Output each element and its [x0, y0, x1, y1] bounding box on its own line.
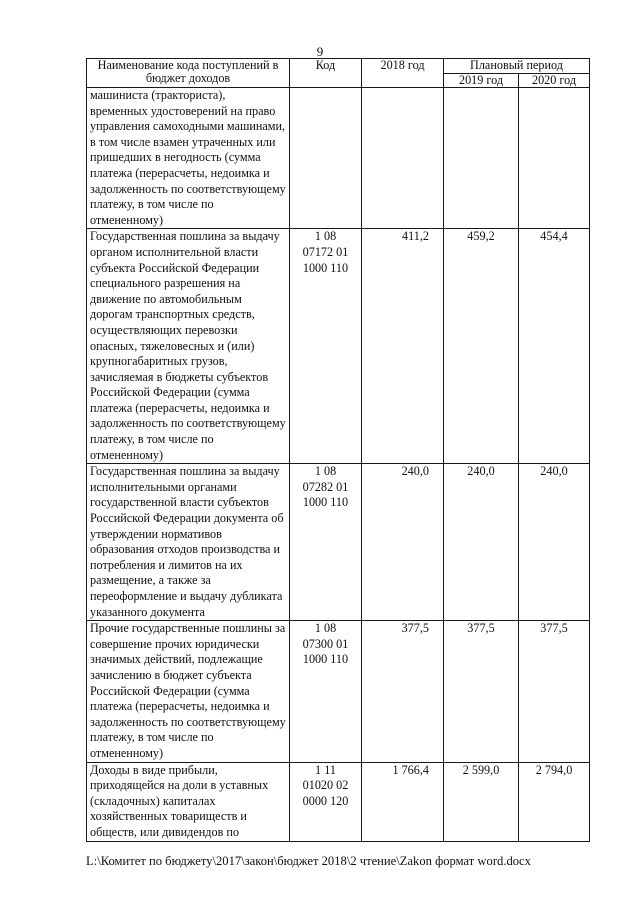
- row-code: [290, 88, 362, 229]
- code-part: 1 11: [315, 762, 336, 777]
- code-part: 0000 120: [302, 793, 349, 808]
- row-name: машиниста (тракториста), временных удостоверений на право управления самоходными машинами, в том числе взамен утраченных или пришедших в негодность (сумма платежа (перерасчеты, недоимка и задолженность по соответствующему платежу, в том числе по отмененному): [87, 88, 290, 229]
- row-code: [290, 621, 362, 762]
- value-2019: 377,5: [444, 621, 519, 762]
- table-row: [87, 88, 590, 229]
- header-2018: 2018 год: [362, 59, 444, 88]
- table-row: [87, 464, 590, 621]
- row-name: Государственная пошлина за выдачу исполнительными органами государственной власти субъектов Российской Федерации документа об утверждении нормативов образования отходов производства и потребления и лимитов на их размещение, а также за переоформление и выдачу дубликата указанного документа: [87, 464, 290, 621]
- table-row: [87, 762, 590, 841]
- row-code: [290, 229, 362, 464]
- code-part: 01020 02: [302, 778, 349, 793]
- table-row: [87, 229, 590, 464]
- value-2020: 377,5: [519, 621, 590, 762]
- footer-file-path: L:\Комитет по бюджету\2017\закон\бюджет 2018\2 чтение\Zakon формат word.docx: [86, 854, 531, 868]
- value-2020: 240,0: [519, 464, 590, 621]
- code-part: 1 08: [314, 621, 337, 636]
- header-2020: 2020 год: [519, 74, 590, 88]
- code-part: 1000 110: [302, 495, 349, 510]
- code-part: 07282 01: [302, 479, 349, 494]
- page-number: 9: [316, 44, 324, 59]
- value-2019: 240,0: [444, 464, 519, 621]
- code-part: 1000 110: [302, 652, 349, 667]
- value-2018: [362, 88, 444, 229]
- code-part: 07300 01: [302, 636, 349, 651]
- value-2020: [519, 88, 590, 229]
- value-2018: 240,0: [362, 464, 444, 621]
- code-part: 1 08: [314, 229, 337, 244]
- value-2018: 1 766,4: [362, 762, 444, 841]
- header-2019: 2019 год: [444, 74, 519, 88]
- row-name: Прочие государственные пошлины за совершение прочих юридически значимых действий, подлежащие зачислению в бюджет субъекта Российской Федерации (сумма платежа (перерасчеты, недоимка и задолженность по соответствующему платежу, в том числе по отмененному): [87, 621, 290, 762]
- value-2018: 411,2: [362, 229, 444, 464]
- budget-revenue-table: [86, 58, 590, 842]
- row-code: [290, 762, 362, 841]
- code-part: 1000 110: [302, 260, 349, 275]
- header-plan-period: Плановый период: [444, 59, 590, 74]
- header-name: Наименование кода поступлений в бюджет доходов: [87, 59, 290, 88]
- value-2018: 377,5: [362, 621, 444, 762]
- code-part: 1 08: [314, 464, 337, 479]
- row-code: [290, 464, 362, 621]
- row-name: Доходы в виде прибыли, приходящейся на доли в уставных (складочных) капиталах хозяйственных товариществ и обществ, или дивидендов по: [87, 762, 290, 841]
- table-row: [87, 621, 590, 762]
- code-part: 07172 01: [302, 244, 349, 259]
- value-2019: [444, 88, 519, 229]
- value-2020: 454,4: [519, 229, 590, 464]
- header-code: Код: [290, 59, 362, 88]
- value-2019: 2 599,0: [444, 762, 519, 841]
- row-name: Государственная пошлина за выдачу органом исполнительной власти субъекта Российской Федерации специального разрешения на движение по автомобильным дорогам транспортных средств, осуществляющих перевозки опасных, тяжеловесных и (или) крупногабаритных грузов, зачисляемая в бюджеты субъектов Российской Федерации (сумма платежа (перерасчеты, недоимка и задолженность по соответствующему платежу, в том числе по отмененному): [87, 229, 290, 464]
- value-2020: 2 794,0: [519, 762, 590, 841]
- value-2019: 459,2: [444, 229, 519, 464]
